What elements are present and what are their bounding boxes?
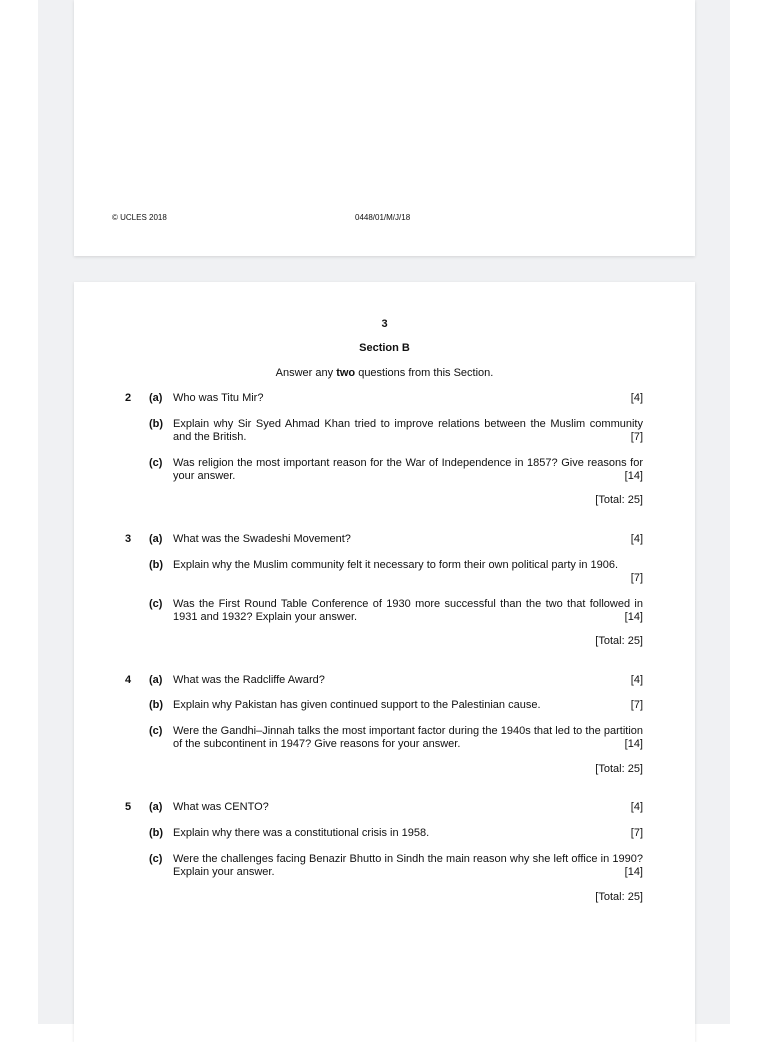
question-total: [Total: 25] [595, 635, 643, 647]
part-label: (b) [149, 559, 164, 571]
part-marks: [7] [630, 572, 643, 584]
part-label: (b) [149, 699, 164, 711]
part-text: Were the challenges facing Benazir Bhutto in Sindh the main reason why she left office in 1990? Explain your answer. [173, 853, 643, 878]
part-marks: [14] [624, 470, 643, 482]
part-text: Explain why the Muslim community felt it necessary to form their own political party in 1906. [173, 559, 619, 571]
part-text: Explain why Sir Syed Ahmad Khan tried to improve relations between the Muslim community and the British. [173, 418, 643, 443]
part-marks: [4] [630, 533, 643, 545]
part-marks: [7] [630, 431, 643, 443]
part-marks: [14] [624, 866, 643, 878]
part-marks: [7] [630, 827, 643, 839]
part-text: What was the Radcliffe Award? [173, 674, 325, 686]
previous-page [74, 0, 695, 256]
part-label: (c) [149, 457, 163, 469]
page-number: 3 [381, 318, 388, 330]
part-text: Were the Gandhi–Jinnah talks the most important factor during the 1940s that led to the partition of the subcontinent in 1947? Give reasons for your answer. [173, 725, 643, 750]
footer-copyright: © UCLES 2018 [112, 213, 167, 222]
part-label: (b) [149, 418, 164, 430]
part-text: Who was Titu Mir? [173, 392, 264, 404]
part-label: (c) [149, 598, 163, 610]
part-marks: [7] [630, 699, 643, 711]
part-text: What was the Swadeshi Movement? [173, 533, 351, 545]
instruction-after: questions from this Section. [355, 367, 494, 379]
part-text: Explain why Pakistan has given continued support to the Palestinian cause. [173, 699, 541, 711]
part-label: (a) [149, 674, 163, 686]
part-text: What was CENTO? [173, 801, 269, 813]
question-total: [Total: 25] [595, 763, 643, 775]
part-marks: [14] [624, 611, 643, 623]
question-total: [Total: 25] [595, 891, 643, 903]
part-marks: [4] [630, 674, 643, 686]
part-label: (c) [149, 725, 163, 737]
part-text: Was the First Round Table Conference of 1930 more successful than the two that followed in 1931 and 1932? Explain your answer. [173, 598, 643, 623]
part-label: (c) [149, 853, 163, 865]
part-marks: [4] [630, 801, 643, 813]
part-label: (a) [149, 533, 163, 545]
part-marks: [4] [630, 392, 643, 404]
question-number: 3 [125, 533, 132, 545]
section-title: Section B [359, 342, 410, 354]
part-marks: [14] [624, 738, 643, 750]
footer-paper-code: 0448/01/M/J/18 [355, 213, 411, 222]
part-label: (a) [149, 801, 163, 813]
instruction [74, 367, 695, 379]
part-text: Explain why there was a constitutional crisis in 1958. [173, 827, 430, 839]
question-number: 2 [125, 392, 132, 404]
exam-page [74, 282, 695, 1042]
instruction-before: Answer any [275, 367, 337, 379]
part-label: (a) [149, 392, 163, 404]
instruction-emphasis: two [336, 367, 356, 379]
part-text: Was religion the most important reason for the War of Independence in 1857? Give reasons for your answer. [173, 457, 643, 482]
question-number: 4 [125, 674, 132, 686]
question-total: [Total: 25] [595, 494, 643, 506]
part-label: (b) [149, 827, 164, 839]
question-number: 5 [125, 801, 132, 813]
